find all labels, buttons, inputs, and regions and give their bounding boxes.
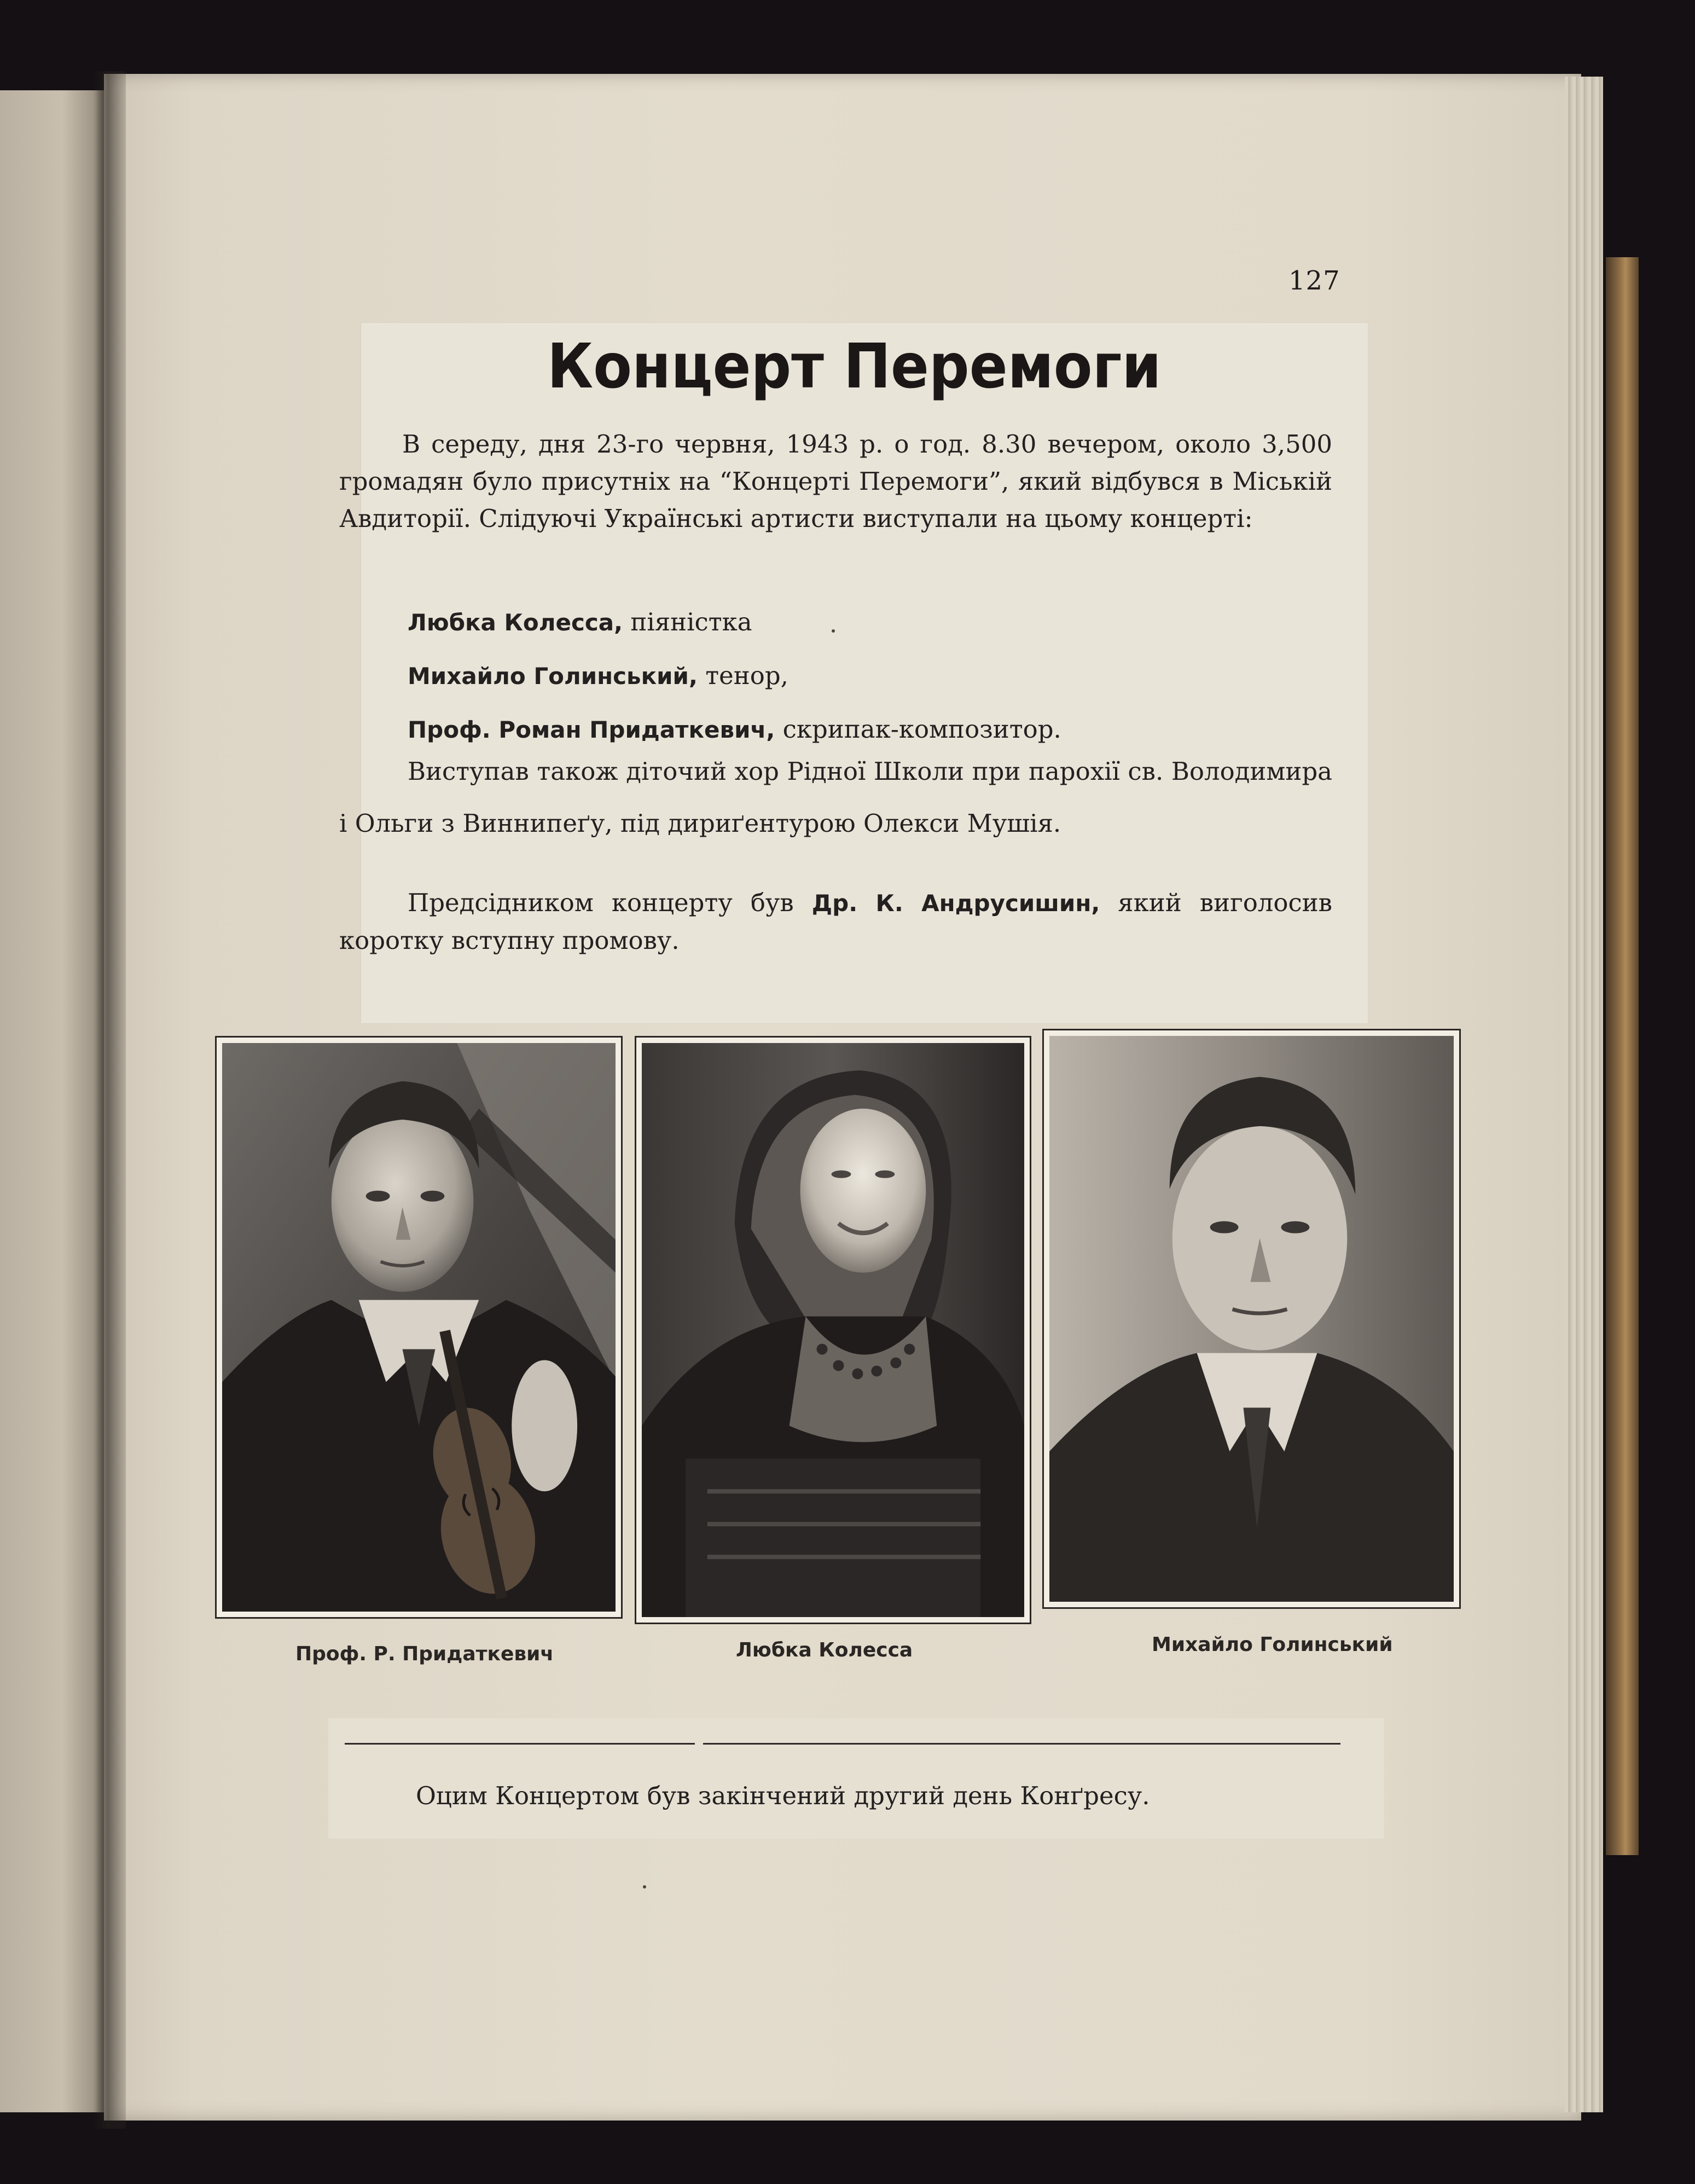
performer-role: піяністка (630, 607, 752, 636)
portrait-image (222, 1043, 616, 1612)
performer-name: Проф. Роман Придаткевич, (408, 716, 775, 743)
photo-caption: Проф. Р. Придаткевич (295, 1643, 554, 1665)
portrait-photo-kolessa (635, 1036, 1031, 1624)
portrait-image (1049, 1036, 1454, 1602)
divider-line (345, 1743, 695, 1745)
performer-item (408, 649, 1338, 703)
paper-speck (832, 629, 835, 633)
portrait-image (642, 1043, 1024, 1617)
portrait-photo-holynskyi (1042, 1029, 1461, 1609)
chairman-name: Др. К. Андрусишин, (811, 890, 1100, 917)
spine-shadow (93, 71, 126, 2129)
performer-list (408, 595, 1338, 756)
chairman-text-after: який виголосив коротку вступну промову. (339, 888, 1332, 955)
left-facing-page (0, 90, 104, 2112)
choir-paragraph: Виступав також діточий хор Рідної Школи при парохії св. Володимира і Ольги з Виннипеґу, під дириґентурою Олекси Мушія. (339, 757, 1332, 838)
photo-caption: Любка Колесса (736, 1639, 913, 1661)
divider-line (703, 1743, 1340, 1745)
page-number: 127 (1288, 265, 1340, 296)
page-edges (1565, 77, 1603, 2112)
performer-name: Михайло Голинський, (408, 663, 698, 690)
intro-paragraph: В середу, дня 23-го червня, 1943 р. о год. 8.30 вечером, около 3,500 громадян було присутніх на “Концерті Перемоги”, який відбувся в Міській Авдиторії. Слідуючі Українські артисти виступали на цьому концерті: (339, 430, 1332, 533)
book-binding (1606, 257, 1639, 1855)
performer-role: тенор, (705, 661, 788, 690)
performer-item (408, 595, 1338, 649)
closing-line: Оцим Концертом був закінчений другий день Конґресу. (416, 1781, 1150, 1810)
photo-caption: Михайло Голинський (1152, 1633, 1393, 1656)
chairman-text-before: Предсідником концерту був (408, 888, 794, 917)
paper-speck (643, 1885, 646, 1888)
performer-role: скрипак-композитор. (782, 715, 1061, 744)
pasted-closing-sheet (328, 1718, 1384, 1839)
portrait-photo-prydatkevych (215, 1036, 623, 1619)
chairman-paragraph (339, 884, 1332, 959)
page-title: Концерт Перемоги (547, 331, 1162, 402)
performer-name: Любка Колесса, (408, 609, 623, 636)
